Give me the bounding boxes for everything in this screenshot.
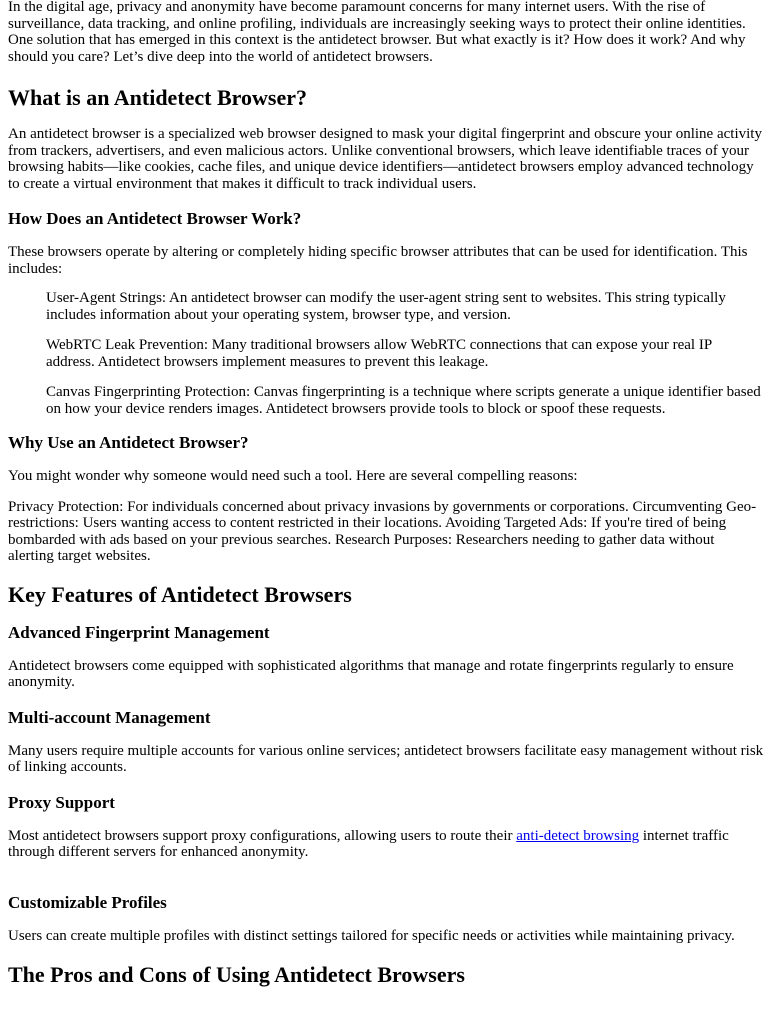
how-works-list — [46, 290, 764, 417]
how-works-paragraph: These browsers operate by altering or completely hiding specific browser attributes that can be used for identification. This includes: — [8, 244, 748, 277]
why-use-intro: You might wonder why someone would need such a tool. Here are several compelling reasons: — [8, 468, 578, 484]
heading-multi-account: Multi-account Management — [8, 707, 211, 727]
what-is-paragraph: An antidetect browser is a specialized web browser designed to mask your digital fingerprint and obscure your online activity from trackers, advertisers, and even malicious actors. Unlike conventional browsers, which leave identifiable traces of your browsing habits—like cookies, cache files, and unique device identifiers—antidetect browsers employ advanced technology to create a virtual environment that makes it difficult to track individual users. — [8, 126, 762, 192]
heading-proxy: Proxy Support — [8, 792, 115, 812]
list-item-canvas: Canvas Fingerprinting Protection: Canvas fingerprinting is a technique where scripts generate a unique identifier based on how your device renders images. Antidetect browsers provide tools to block or spoof these requests. — [46, 384, 761, 417]
multi-account-paragraph: Many users require multiple accounts for various online services; antidetect browsers facilitate easy management without risk of linking accounts. — [8, 742, 764, 775]
fingerprint-paragraph: Antidetect browsers come equipped with sophisticated algorithms that manage and rotate fingerprints regularly to ensure anonymity. — [8, 657, 734, 690]
list-item-webrtc: WebRTC Leak Prevention: Many traditional browsers allow WebRTC connections that can expose your real IP address. Antidetect browsers implement measures to prevent this leakage. — [46, 337, 712, 370]
anti-detect-browsing-link[interactable]: anti-detect browsing — [516, 827, 640, 844]
heading-what-is: What is an Antidetect Browser? — [8, 85, 308, 110]
proxy-text-before: Most antidetect browsers support proxy configurations, allowing users to route their — [8, 827, 517, 844]
heading-pros-cons: The Pros and Cons of Using Antidetect Browsers — [8, 962, 465, 987]
heading-why-use: Why Use an Antidetect Browser? — [8, 433, 249, 452]
proxy-paragraph — [8, 828, 764, 861]
list-item-user-agent: User-Agent Strings: An antidetect browser can modify the user-agent string sent to websites. This string typically includes information about your operating system, browser type, and version. — [46, 290, 726, 323]
profiles-paragraph: Users can create multiple profiles with distinct settings tailored for specific needs or activities while maintaining privacy. — [8, 927, 735, 944]
intro-paragraph: In the digital age, privacy and anonymity have become paramount concerns for many internet users. With the rise of surveillance, data tracking, and online profiling, individuals are increasingly seeking ways to protect their online identities. One solution that has emerged in this context is the antidetect browser. But what exactly is it? How does it work? And why should you care? Let’s dive deep into the world of antidetect browsers. — [8, 0, 746, 65]
heading-profiles: Customizable Profiles — [8, 892, 167, 912]
heading-fingerprint: Advanced Fingerprint Management — [8, 622, 270, 642]
heading-key-features: Key Features of Antidetect Browsers — [8, 581, 352, 607]
heading-how-works: How Does an Antidetect Browser Work? — [8, 209, 302, 228]
proxy-text-after: internet traffic through different servers for enhanced anonymity. — [8, 827, 729, 860]
why-use-reasons: Privacy Protection: For individuals concerned about privacy invasions by governments or corporations. Circumventing Geo-restrictions: Users wanting access to content restricted in their locations. Avoiding Targeted Ads: If you're tired of being bombarded with ads based on your previous searches. Research Purposes: Researchers needing to gather data without alerting target websites. — [8, 498, 757, 564]
